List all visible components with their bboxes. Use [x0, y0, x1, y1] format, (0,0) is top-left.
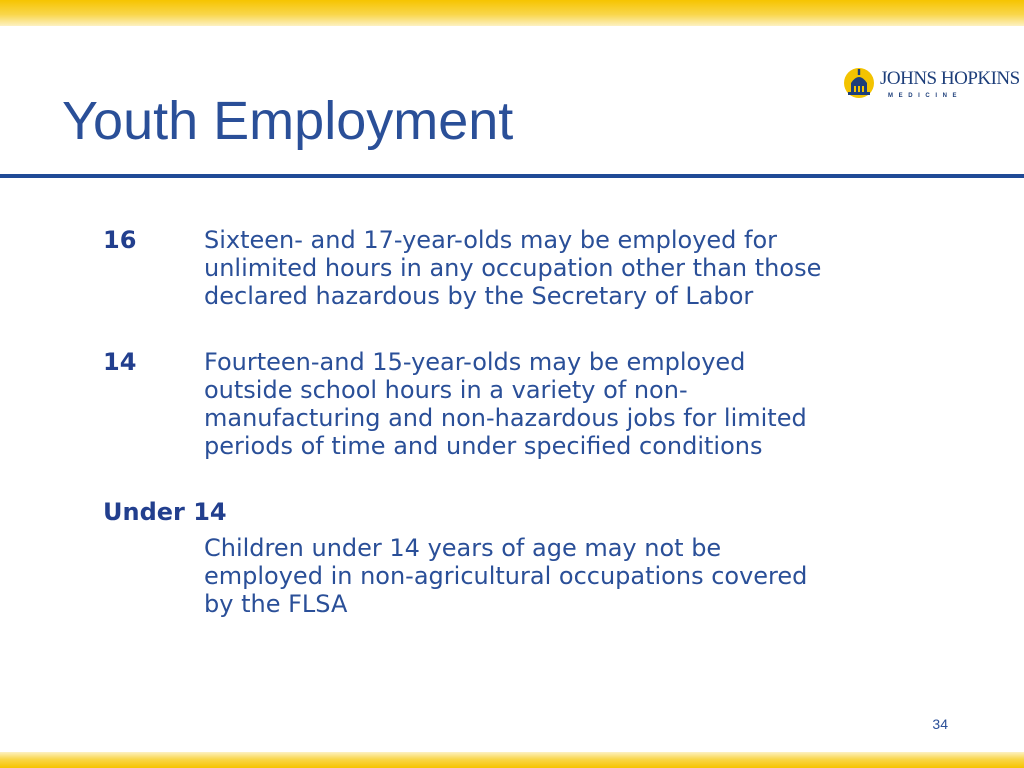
age-label: Under 14: [103, 498, 227, 526]
age-description: Children under 14 years of age may not be employed in non-agricultural occupations covered by the FLSA: [204, 534, 808, 618]
title-divider: [0, 174, 1024, 178]
dome-seal-icon: [842, 62, 876, 102]
slide-number: 34: [932, 716, 948, 732]
logo-name-text: JOHNS HOPKINS: [880, 68, 1020, 89]
logo-subtitle-text: MEDICINE: [888, 93, 963, 99]
bottom-gold-band: [0, 752, 1024, 768]
age-description: Sixteen- and 17-year-olds may be employed for unlimited hours in any occupation other than those declared hazardous by the Secretary of Labor: [204, 226, 822, 310]
age-description: Fourteen-and 15-year-olds may be employed outside school hours in a variety of non- manufacturing and non-hazardous jobs for limited periods of time and under specified conditions: [204, 348, 807, 460]
age-label: 14: [103, 348, 137, 376]
top-gold-band: [0, 0, 1024, 26]
slide-title: Youth Employment: [62, 91, 514, 151]
age-label: 16: [103, 226, 137, 254]
johns-hopkins-logo: [842, 62, 1020, 108]
